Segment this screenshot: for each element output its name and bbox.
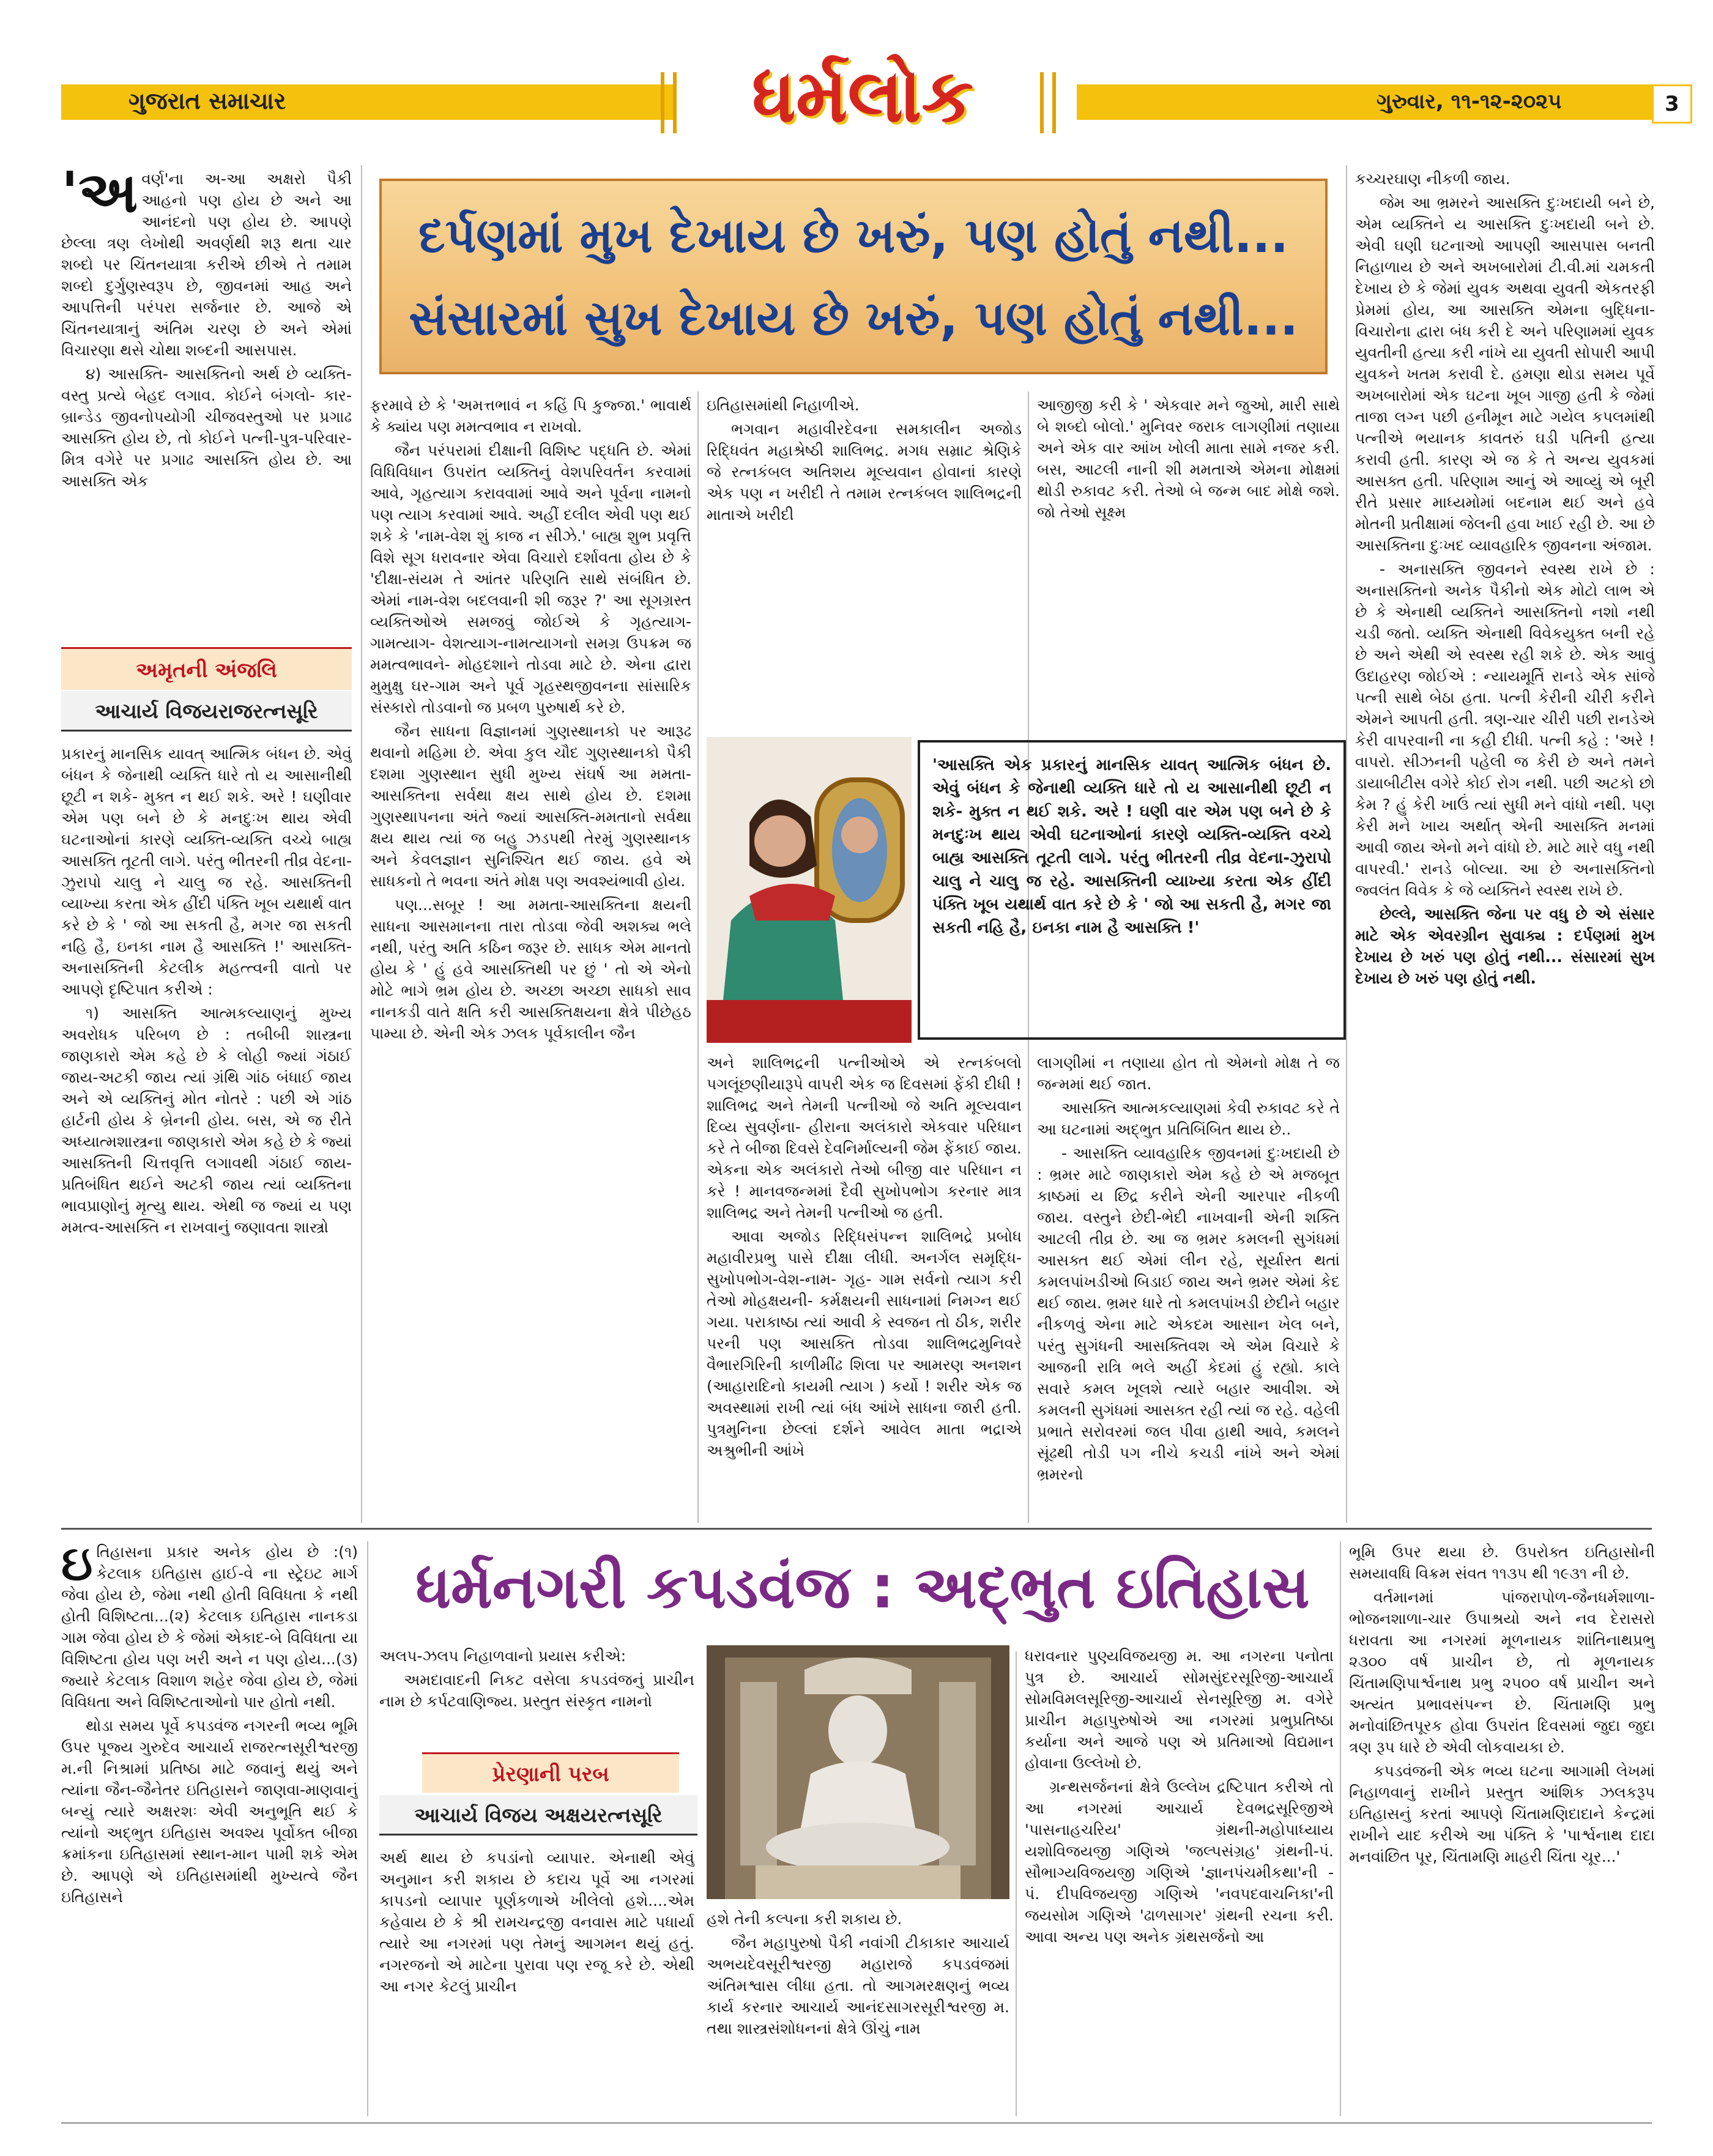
author-name: આચાર્ય વિજયરાજરત્નસૂરિ xyxy=(61,691,352,732)
column-rule xyxy=(697,391,699,1523)
paragraph: ૪) આસક્તિ- આસક્તિનો અર્થ છે વ્યક્તિ-વસ્તુ પ્રત્યે બેહદ લગાવ. કોઈને બંગલો- કાર- બ્રાન્ડેડ જીવનોપયોગી ચીજવસ્તુઓ પર પ્રગાઢ આસક્તિ હોય છે, તો કોઈને પત્ની-પુત્ર-પરિવાર- મિત્ર વગેરે પર પ્રગાઢ આસક્તિ હોય છે. આ આસક્તિ એક xyxy=(61,365,352,490)
masthead-ornament xyxy=(661,72,664,133)
section-logo: ધર્મલોક xyxy=(751,53,974,139)
paragraph: ભગવાન મહાવીરદેવના સમકાલીન અજોડ રિદ્ધિવંત મહાશ્રેષ્ઠી શાલિભદ્ર. મગધ સમ્રાટ શ્રેણિકે જે રત્નકંબલ અતિશય મૂલ્યવાન હોવાનાં કારણે એક પણ ન ખરીદી તે તમામ રત્નકંબલ શાલિભદ્રની માતાએ ખરીદી xyxy=(707,420,1022,524)
headline-line-2: સંસારમાં સુખ દેખાય છે ખરું, પણ હોતું નથી... xyxy=(409,291,1298,346)
photo-jain-idol xyxy=(707,1645,1009,1899)
article2-col2-top xyxy=(379,1645,694,1743)
paragraph: જેમ આ ભ્રમરને આસક્તિ દુઃખદાયી બને છે, એમ વ્યક્તિને ય આસક્તિ દુઃખદાયી બને છે. એવી ઘણી ઘટનાઓ આપણી આસપાસ બનતી નિહાળાય છે અને અખબારોમાં ટી.વી.માં ચમકતી દેખાય છે કે જેમાં યુવક અથવા યુવતી એકતરફી પ્રેમમાં હોય, આ આસક્તિ એમના બુદ્ધિના- વિચારોના દ્વારા બંધ કરી દે અને પરિણામમાં યુવક યુવતીની હત્યા કરી નાંખે યા યુવતી સોપારી આપી યુવકને ખતમ કરાવી દે. હમણા થોડા સમય પૂર્વે અખબારોમાં એક ઘટના ખૂબ ગાજી હતી કે જેમાં તાજા લગ્ન પછી હનીમૂન માટે ગયેલ કપલમાંથી પત્નીએ ભયાનક કાવતરું ઘડી પતિની હત્યા કરાવી હતી. કારણ એ જ કે તે અન્ય યુવકમાં આસક્ત હતી. પરિણામ આનું એ આવ્યું એ બૂરી રીતે પ્રસાર માધ્યમોમાં બદનામ થઈ અને હવે મોતની પ્રતીક્ષામાં જેલની હવા ખાઈ રહી છે. આ છે આસક્તિના દુઃખદ વ્યાવહારિક જીવનના અંજામ. xyxy=(1355,194,1655,554)
paragraph: લાગણીમાં ન તણાયા હોત તો એમનો મોક્ષ તે જ જન્મમાં થઈ જાત. xyxy=(1037,1054,1340,1093)
paragraph: આસક્તિ આત્મકલ્યાણમાં કેવી રુકાવટ કરે તે આ ઘટનામાં અદ્ભુત પ્રતિબિંબિત થાય છે.. xyxy=(1037,1099,1340,1138)
paragraph: પણ...સબૂર ! આ મમતા-આસક્તિના ક્ષયની સાધના આસમાનના તારા તોડવા જેવી અશક્ય ભલે નથી, પરંતુ અતિ કઠિન જરૂર છે. સાધક એમ માનતો હોય કે ' હું હવે આસક્તિથી પર છું ' તો એ એનો મોટે ભાગે ભ્રમ હોય છે. અચ્છા અચ્છા સાધકો સાવ નાનકડી વાતે ક્ષતિ કરી આસક્તિક્ષયના ક્ષેત્રે પીછેહઠ પામ્યા છે. એની એક ઝલક પૂર્વકાલીન જૈન xyxy=(370,896,691,1042)
page-number: 3 xyxy=(1652,84,1692,124)
paragraph: ફરમાવે છે કે 'અમત્તભાવં ન કહિં પિ કુજ્જા.' ભાવાર્થ કે ક્યાંય પણ મમત્વભાવ ન રાખવો. xyxy=(370,396,691,435)
masthead-ornament xyxy=(1040,72,1044,133)
paragraph: ગ્રન્થસર્જનનાં ક્ષેત્રે ઉલ્લેખ દ્રષ્ટિપાત કરીએ તો આ નગરમાં આચાર્ય દેવભદ્રસૂરિજીએ 'પાસનાહચરિય' ગ્રંથની-મહોપાધ્યાય યશોવિજયજી ગણિએ 'જલ્પસંગ્રહ' ગ્રંથની-પં. સૌભાગ્યવિજયજી ગણિએ 'જ્ઞાનપંચમીકથા'ની - પં. દીપવિજયજી ગણિએ 'નવપદવાચનિકા'ની જયસોમ ગણિએ 'ઢાળસાગર' ગ્રંથની રચના કરી. આવા અન્ય પણ અનેક ગ્રંથસર્જનો આ xyxy=(1025,1778,1334,1946)
headline-line-1: દર્પણમાં મુખ દેખાય છે ખરું, પણ હોતું નથી... xyxy=(418,209,1289,264)
paragraph: કપડવંજની એક ભવ્ય ઘટના આગામી લેખમાં નિહાળવાનું રાખીને પ્રસ્તુત આંશિક ઝલકરૂપ ઇતિહાસનું કરતાં આપણે ચિંતામણિદાદાને કેન્દ્રમાં રાખીને યાદ કરીએ આ પંક્તિ કે 'પાર્શ્વનાથ દાદા મનવાંછિત પૂર, ચિંતામણિ માહરી ચિંતા ચૂર...' xyxy=(1349,1762,1655,1865)
paragraph: ભૂમિ ઉપર થયા છે. ઉપરોક્ત ઇતિહાસોની સમયાવધિ વિક્રમ સંવત ૧૧૩૫ થી ૧૯૩૧ ની છે. xyxy=(1349,1543,1655,1582)
photo-woman-mirror-illustration xyxy=(707,737,912,1043)
dropcap: 'અ xyxy=(61,168,138,225)
photo-jain-idol-illustration xyxy=(707,1645,1009,1899)
paragraph: - આસક્તિ વ્યાવહારિક જીવનમાં દુઃખદાયી છે : ભ્રમર માટે જાણકારો એમ કહે છે એ મજબૂત કાષ્ઠમાં ય છિદ્ર કરીને એની આરપાર નીકળી જાય. વસ્તુને છેદી-ભેદી નાખવાની એની શક્તિ આટલી તીવ્ર છે. આ જ ભ્રમર કમલની સુગંધમાં આસક્ત થઈ એમાં લીન રહે, સૂર્યાસ્ત થતાં કમલપાંખડીઓ બિડાઈ જાય અને ભ્રમર એમાં કેદ થઈ જાય. ભ્રમર ધારે તો કમલપાંખડી છેદીને બહાર નીકળવું એના માટે એકદમ આસાન ખેલ બને, પરંતુ સુગંધની આસક્તિવશ એ એમ વિચારે કે આજની રાત્રિ ભલે અહીં કેદમાં હું રહ્યો. કાલે સવારે કમલ ખૂલશે ત્યારે બહાર આવીશ. એ કમલની સુગંધમાં આસક્ત રહી ત્યાં જ રહે. વહેલી પ્રભાતે સરોવરમાં જલ પીવા હાથી આવે, કમલને સૂંઢથી તોડી પગ નીચે કચડી નાંખે અને એમાં ભ્રમરનો xyxy=(1037,1144,1340,1483)
photo-woman-mirror xyxy=(707,737,912,1043)
article2-title: ધર્મનગરી કપડવંજ : અદ્ભુત ઇતિહાસ xyxy=(415,1553,1310,1621)
paragraph: જૈન સાધના વિજ્ઞાનમાં ગુણસ્થાનકો પર આરૂઢ થવાનો મહિમા છે. એવા કુલ ચૌદ ગુણસ્થાનકો પૈકી દશમા ગુણસ્થાન સુધી મુખ્ય સંઘર્ષ આ મમતા-આસક્તિના સર્વથા ક્ષય સાથે હોય છે. દશમા ગુણસ્થાપનના અંતે જ્યાં આસક્તિ-મમતાનો સર્વથા ક્ષય થાય ત્યાં જ બહુ ઝડપથી તેરમું ગુણસ્થાનક અને કેવલજ્ઞાન સુનિશ્ચિત થઈ જાય. હવે એ સાધકનો તે ભવના અંતે મોક્ષ પણ અવશ્યંભાવી હોય. xyxy=(370,722,691,890)
headline-box xyxy=(379,179,1328,374)
paragraph: અલપ-ઝલપ નિહાળવાનો પ્રયાસ કરીએ: xyxy=(379,1647,626,1665)
paragraph: ૧) આસક્તિ આત્મકલ્યાણનું મુખ્ય અવરોધક પરિબળ છે : તબીબી શાસ્ત્રના જાણકારો એમ કહે છે કે લોહી જ્યાં ગંઠાઈ જાય-અટકી જાય ત્યાં ગ્રંથિ ગાંઠ બંધાઈ જાય અને એ વ્યક્તિનું મોત નોતરે : પછી એ ગાંઠ હાર્ટની હોય કે બ્રેનની હોય. બસ, એ જ રીતે અધ્યાત્મશાસ્ત્રના જાણકારો એમ કહે છે કે જ્યાં આસક્તિની ચિત્તવૃત્તિ લગાવથી ગંઠાઈ જાય- પ્રતિબંધિત થઈને અટકી જાય ત્યાં વ્યક્તિના ભાવપ્રાણોનું મૃત્યુ થાય. એથી જ જ્યાં ય પણ મમત્વ-આસક્તિ ન રાખવાનું જણાવતા શાસ્ત્રો xyxy=(61,1004,352,1236)
masthead-ornament xyxy=(673,72,677,133)
paragraph: વર્ણ'ના અ-આ અક્ષરો પૈકી આહનો પણ હોય છે અને આ આનંદનો પણ હોય છે. આપણે છેલ્લા ત્રણ લેખોથી અવર્ણથી શરૂ થતા ચાર શબ્દો પર ચિંતનયાત્રા કરીએ છીએ તે તમામ શબ્દો દુર્ગુણસ્વરૂપ છે, જીવનમાં આહ અને આપત્તિની પરંપરા સર્જનાર છે. આજે એ ચિંતનયાત્રાનું અંતિમ ચરણ છે અને એમાં વિચારણા થસે ચોથા શબ્દની આસપાસ. xyxy=(61,170,352,359)
paragraph: ધરાવનાર પુણ્યવિજયજી મ. આ નગરના પનોતા પુત્ર છે. આચાર્ય સોમસુંદરસૂરિજી-આચાર્ય સોમવિમલસૂરિજી-આચાર્ય સેનસૂરિજી મ. વગેરે પ્રાચીન મહાપુરુષોએ આ નગરમાં પ્રભુપ્રતિષ્ઠા કર્યાના અને આજે પણ એ પ્રતિમાઓ વિદ્યમાન હોવાના ઉલ્લેખો છે. xyxy=(1025,1647,1334,1772)
dropcap: ઇ xyxy=(61,1541,93,1591)
article1-col1-bottom xyxy=(61,743,352,1520)
paper-name: ગુજરાત સમાચાર xyxy=(128,87,286,114)
paragraph: અમદાવાદની નિકટ વસેલા કપડવંજનું પ્રાચીન નામ છે કર્પટવાણિજ્ય. પ્રસ્તુત સંસ્કૃત નામનો xyxy=(379,1671,694,1710)
masthead-ornament xyxy=(1052,72,1056,133)
paragraph: - અનાસક્તિ જીવનને સ્વસ્થ રાખે છે : અનાસક્તિનો અનેક પૈકીનો એક મોટો લાભ એ છે કે એનાથી વ્યક્તિને આસક્તિનો નશો નથી ચડી જતો. વ્યક્તિ એનાથી વિવેકયુક્ત બની રહે છે અને એથી એ સ્વસ્થ રહી શકે છે. એક આવું ઉદાહરણ જોઈએ : ન્યાયમૂર્તિ રાનડે એક સાંજે પત્ની સાથે બેઠા હતા. પત્ની કેરીની ચીરી કરીને એમને આપતી હતી. ત્રણ-ચાર ચીરી પછી રાનડેએ કેરી વાપરવાની ના કહી દીધી. પત્ની કહે : 'અરે ! વાપરો. સીઝનની પહેલી જ કેરી છે અને તમને ડાયાબીટીસ વગેરે કોઈ રોગ નથી. પછી અટકો છો કેમ ? હું કેરી ખાઉં ત્યાં સુધી મને વાંધો નથી. પણ કેરી મને ખાય અર્થાત્ એની આસક્તિ મનમાં આવી જાય એનો મને વાંધો છે. માટે મારે વધુ નથી વાપરવી.' રાનડે બોલ્યા. આ છે અનાસક્તિનો જ્વલંત વિવેક કે જે વ્યક્તિને સ્વસ્થ રાખે છે. xyxy=(1355,560,1655,899)
issue-date: ગુરુવાર, ૧૧-૧૨-૨૦૨૫ xyxy=(1377,89,1562,114)
paragraph: અને શાલિભદ્રની પત્નીઓએ એ રત્નકંબલો પગલૂંછણીયારૂપે વાપરી એક જ દિવસમાં ફેંકી દીધી ! શાલિભદ્ર અને તેમની પત્નીઓ જે અતિ મૂલ્યવાન દિવ્ય સુવર્ણના- હીરાના અલંકારો એકવાર પરિધાન કરે તે બીજા દિવસે દેવનિર્માલ્યની જેમ ફેંકાઈ જાય. એકના એક અલંકારો તેઓ બીજી વાર પરિધાન ન કરે ! માનવજન્મમાં દૈવી સુખોપભોગ કરનાર માત્ર શાલિભદ્ર અને તેમની પત્નીઓ જ હતી. xyxy=(707,1054,1022,1221)
article1-col5 xyxy=(1355,168,1655,1520)
author-name: આચાર્ય વિજય અક્ષયરત્નસૂરિ xyxy=(379,1795,697,1836)
paragraph: તિહાસના પ્રકાર અનેક હોય છે :(૧) કેટલાક ઇતિહાસ હાઈ-વે ના સ્ટ્રેઇટ માર્ગ જેવા હોય છે, જેમા નથી હોતી વિવિધતા કે નથી હોતી વિશિષ્ટતા...(૨) કેટલાક ઇતિહાસ નાનકડા ગામ જેવા હોય છે કે જેમાં એકાદ-બે વિવિધતા યા વિશિષ્ટતા હોય પણ ખરી અને ન પણ હોય...(૩) જ્યારે કેટલાક વિશાળ શહેર જેવા હોય છે, જેમાં વિવિધતા અને વિશિષ્ટતાઓનો પાર હોતો નથી. xyxy=(61,1543,358,1711)
article1-col2 xyxy=(370,395,691,1520)
paragraph: ઇતિહાસમાંથી નિહાળીએ. xyxy=(707,396,860,414)
page-bottom-rule xyxy=(61,2122,1652,2124)
column-rule xyxy=(367,1541,368,2116)
article2-col3 xyxy=(707,1908,1009,2116)
paragraph: પ્રકારનું માનસિક યાવત્ આત્મિક બંધન છે. એવું બંધન કે જેનાથી વ્યક્તિ ધારે તો ય આસાનીથી છૂટી ન શકે- મુક્ત ન થઈ શકે. અરે ! ઘણીવાર એમ પણ બને છે કે મનદુઃખ થાય એવી ઘટનાઓનાં કારણે વ્યક્તિ-વ્યક્તિ વચ્ચે બાહ્ય આસક્તિ તૂટતી લાગે. પરંતુ ભીતરની તીવ્ર વેદના-ઝુરાપો ચાલુ ને ચાલુ જ રહે. આસક્તિની વ્યાખ્યા કરતા એક હીંદી પંક્તિ ખૂબ યથાર્થ વાત કરે છે કે ' જો આ સકતી હૈ, મગર જા સકતી નહિ હૈ, ઇનકા નામ હૈ આસક્તિ !' આસક્તિ-અનાસક્તિની કેટલીક મહત્ત્વની વાતો પર આપણે દૃષ્ટિપાત કરીએ : xyxy=(61,745,352,998)
article1-col1-top xyxy=(61,168,352,621)
article2-col4 xyxy=(1025,1645,1334,2116)
paragraph: થોડા સમય પૂર્વે કપડવંજ નગરની ભવ્ય ભૂમિ ઉપર પૂજ્ય ગુરુદેવ આચાર્ય રાજરત્નસૂરીશ્વરજી મ.ની નિશ્રામાં પ્રતિષ્ઠા માટે જવાનું થયું અને ત્યાંના જૈન-જૈનેતર ઇતિહાસને જાણવા-માણવાનું બન્યું ત્યારે અક્ષરશઃ એવી અનુભૂતિ થઈ કે ત્યાંનો અદ્ભુત ઇતિહાસ અવશ્ય પૂર્વોક્ત બીજા ક્રમાંકના ઇતિહાસમાં સ્થાન-માન પામી શકે એમ છે. આપણે એ ઇતિહાસમાંથી મુખ્યત્વે જૈન ઇતિહાસને xyxy=(61,1717,358,1906)
article1-col4-top xyxy=(1037,395,1340,725)
masthead-band-right xyxy=(1077,84,1652,120)
column-label: પ્રેરણાની પરબ xyxy=(422,1752,679,1793)
column-rule xyxy=(361,165,362,1523)
column-rule xyxy=(1340,1541,1341,2116)
article1-col4-bottom xyxy=(1037,1052,1340,1520)
paragraph: અર્થ થાય છે કપડાંનો વ્યાપાર. એનાથી એવું અનુમાન કરી શકાય છે કદાચ પૂર્વે આ નગરમાં કાપડનો વ્યાપાર પૂર્ણકળાએ ખીલેલો હશે....એમ કહેવાય છે કે શ્રી રામચન્દ્રજી વનવાસ માટે પધાર્યા ત્યારે આ નગરમાં પણ તેમનું આગમન થયું હતું. નગરજનો એ માટેના પુરાવા પણ રજૂ કરે છે. એથી આ નગર કેટલું પ્રાચીન xyxy=(379,1849,694,1995)
article-separator xyxy=(61,1528,1652,1530)
paragraph: જૈન પરંપરામાં દીક્ષાની વિશિષ્ટ પદ્ધતિ છે. એમાં વિધિવિધાન ઉપરાંત વ્યક્તિનું વેશપરિવર્તન કરવામાં આવે, ગૃહત્યાગ કરાવવામાં આવે અને પૂર્વના નામનો પણ ત્યાગ કરવામાં આવે. અહીં દલીલ એવી પણ થઈ શકે કે 'નામ-વેશ શું કાજ ન સીઝે.' બાહ્ય શુભ પ્રવૃત્તિ વિશે સૂગ ધરાવનાર એવા વિચારો દર્શાવતા હોય છે કે 'દીક્ષા-સંયમ તે આંતર પરિણતિ સાથે સંબંધિત છે. એમાં નામ-વેશ બદલવાની શી જરૂર ?' આ સૂગગ્રસ્ત વ્યક્તિઓએ સમજવું જોઈએ કે ગૃહત્યાગ- ગામત્યાગ- વેશત્યાગ-નામત્યાગનો સમગ્ર ઉપક્રમ જ મમત્વભાવને- મોહદશાને તોડવા માટે છે. એના દ્વારા મુમુક્ષુ ઘર-ગામ અને પૂર્વ ગૃહસ્થજીવનના સાંસારિક સંસ્કારો તોડવાનો જ પ્રબળ પુરુષાર્થ કરે છે. xyxy=(370,442,691,716)
paragraph: વર્તમાનમાં પાંજરાપોળ-જૈનધર્મશાળા-ભોજનશાળા-ચાર ઉપાશ્રયો અને નવ દેરાસરો ધરાવતા આ નગરમાં મૂળનાયક શાંતિનાથપ્રભુ ૨૩૦૦ વર્ષ પ્રાચીન છે, તો મૂળનાયક ચિંતામણિપાર્શ્વનાથ પ્રભુ ૨૫૦૦ વર્ષ પ્રાચીન અને અત્યંત પ્રભાવસંપન્ન છે. ચિંતામણિ પ્રભુ મનોવાંછિતપૂરક હોવા ઉપરાંત દિવસમાં જુદા જુદા ત્રણ રૂપ ધારે છે એવી લોકવાયકા છે. xyxy=(1349,1588,1655,1756)
column-rule xyxy=(1016,1651,1017,2116)
column-rule xyxy=(1346,165,1347,1523)
pull-quote: 'આસક્તિ એક પ્રકારનું માનસિક યાવત્ આત્મિક બંધન છે. એવું બંધન કે જેનાથી વ્યક્તિ ધારે તો ય આસાનીથી છૂટી ન શકે- મુક્ત ન થઈ શકે. અરે ! ઘણી વાર એમ પણ બને છે કે મનદુઃખ થાય એવી ઘટનાઓનાં કારણે વ્યક્તિ-વ્યક્તિ વચ્ચે બાહ્ય આસક્તિ તૂટતી લાગે. પરંતુ ભીતરની તીવ્ર વેદના-ઝુરાપો ચાલુ ને ચાલુ જ રહે. આસક્તિની વ્યાખ્યા કરતા એક હીંદી પંક્તિ ખૂબ યથાર્થ વાત કરે છે કે ' જો આ સકતી હૈ, મગર જા સકતી નહિ હૈ, ઇનકા નામ હૈ આસક્તિ !' xyxy=(918,740,1346,1040)
column-label: અમૃતની અંજલિ xyxy=(61,647,352,690)
article1-col3-bottom xyxy=(707,1052,1022,1520)
article1-col3-top xyxy=(707,395,1022,725)
paragraph: કચ્ચરઘાણ નીકળી જાય. xyxy=(1355,170,1510,188)
paragraph: હશે તેની કલ્પના કરી શકાય છે. xyxy=(707,1910,902,1928)
article2-col1 xyxy=(61,1541,358,2116)
paragraph: આજીજી કરી કે ' એકવાર મને જુઓ, મારી સાથે બે શબ્દો બોલો.' મુનિવર જરાક લાગણીમાં તણાયા અને એક વાર આંખ ખોલી માતા સામે નજર કરી. બસ, આટલી નાની શી મમતાએ એમના મોક્ષમાં થોડી રુકાવટ કરી. તેઓ બે જન્મ બાદ મોક્ષે જશે. જો તેઓ સૂક્ષ્મ xyxy=(1037,396,1340,521)
paragraph: છેલ્લે, આસક્તિ જેના પર વધુ છે એ સંસાર માટે એક એવરગ્રીન સુવાક્ય : દર્પણમાં મુખ દેખાય છે ખરું પણ હોતું નથી... સંસારમાં સુખ દેખાય છે ખરું પણ હોતું નથી. xyxy=(1355,905,1655,987)
paragraph: જૈન મહાપુરુષો પૈકી નવાંગી ટીકાકાર આચાર્ય અભયદેવસૂરીશ્વરજી મહારાજે કપડવંજમાં અંતિમશ્વાસ લીધા હતા. તો આગમરક્ષણનું ભવ્ય કાર્ય કરનાર આચાર્ય આનંદસાગરસૂરીશ્વરજી મ. તથા શાસ્ત્રસંશોધનનાં ક્ષેત્રે ઊંચું નામ xyxy=(707,1934,1009,2037)
article2-col2-bottom xyxy=(379,1847,694,2116)
paragraph: આવા અજોડ રિદ્ધિસંપન્ન શાલિભદ્રે પ્રબોધ મહાવીરપ્રભુ પાસે દીક્ષા લીધી. અનર્ગલ સમૃદ્ધિ-સુખોપભોગ-વેશ-નામ- ગૃહ- ગામ સર્વનો ત્યાગ કરી તેઓ મોહક્ષયની- કર્મક્ષયની સાધનામાં નિમગ્ન થઈ ગયા. પરાકાષ્ઠા ત્યાં આવી કે સ્વજન તો ઠીક, શરીર પરની પણ આસક્તિ તોડવા શાલિભદ્રમુનિવરે વૈભારગિરિની કાળીમીંઢ શિલા પર આમરણ અનશન (આહારાદિનો કાયમી ત્યાગ ) કર્યો ! શરીર એક જ અવસ્થામાં રાખી ત્યાં બંધ આંખે સાધના જારી હતી. પુત્રમુનિના છેલ્લાં દર્શને આવેલ માતા ભદ્રાએ અશ્રુભીની આંખે xyxy=(707,1228,1022,1459)
article2-col5 xyxy=(1349,1541,1655,2116)
